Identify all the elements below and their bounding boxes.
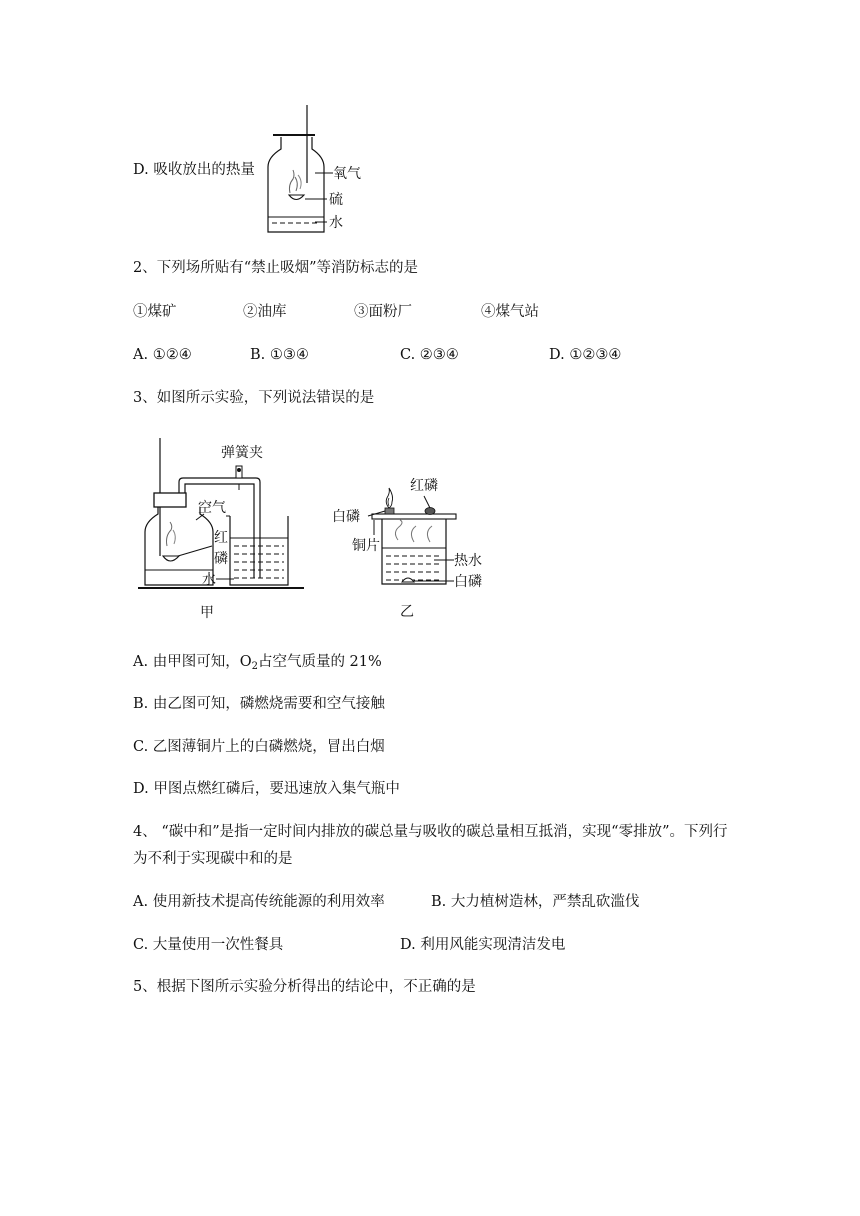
q4-option-c: C. 大量使用一次性餐具: [133, 937, 284, 953]
q2-option-d: D. ①②③④: [549, 347, 622, 363]
q3-figure-jia: [138, 438, 316, 624]
q4-stem-line2: 为不利于实现碳中和的是: [133, 851, 293, 867]
q3-yi-label-white-p-top: 白磷: [332, 509, 360, 525]
q3-yi-caption: 乙: [400, 604, 414, 620]
q3-yi-label-hot-water: 热水: [454, 553, 482, 569]
q3-yi-label-copper: 铜片: [352, 538, 380, 554]
q1-label-water: 水: [329, 215, 343, 231]
q5-stem: 5、根据下图所示实验分析得出的结论中，不正确的是: [133, 979, 476, 995]
q3-option-a-post: 占空气质量的 21%: [257, 654, 382, 670]
q4-option-a: A. 使用新技术提高传统能源的利用效率: [133, 894, 385, 910]
q3-option-a: [133, 652, 382, 672]
q3-jia-label-red: 红: [214, 530, 228, 546]
q1-option-d: D. 吸收放出的热量: [133, 162, 255, 178]
q2-place-4: ④煤气站: [481, 304, 539, 320]
q2-option-c: C. ②③④: [400, 347, 459, 363]
q1-label-oxygen: 氧气: [333, 166, 361, 182]
q3-stem: 3、如图所示实验，下列说法错误的是: [133, 390, 375, 406]
q2-place-2: ②油库: [243, 304, 287, 320]
q3-option-c: C. 乙图薄铜片上的白磷燃烧，冒出白烟: [133, 739, 385, 755]
q3-option-b: B. 由乙图可知，磷燃烧需要和空气接触: [133, 696, 385, 712]
q3-yi-label-red-p: 红磷: [410, 478, 438, 494]
q3-option-d: D. 甲图点燃红磷后，要迅速放入集气瓶中: [133, 781, 400, 797]
q1-figure-sulfur-combustion: [255, 105, 385, 240]
q3-jia-label-clip: 弹簧夹: [221, 445, 263, 461]
q3-jia-caption: 甲: [200, 605, 214, 621]
q2-option-b: B. ①③④: [250, 347, 309, 363]
q2-place-1: ①煤矿: [133, 304, 177, 320]
q2-stem: 2、下列场所贴有“禁止吸烟”等消防标志的是: [133, 260, 419, 276]
q3-jia-label-water: 水: [202, 572, 216, 588]
q2-option-a: A. ①②④: [133, 347, 192, 363]
q3-option-a-sub: 2: [251, 661, 258, 672]
q3-jia-label-phos: 磷: [214, 551, 228, 567]
q1-label-sulfur: 硫: [329, 192, 343, 208]
q4-stem-line1: 4、 “碳中和”是指一定时间内排放的碳总量与吸收的碳总量相互抵消，实现“零排放”。下列行: [133, 824, 728, 840]
q3-option-a-pre: A. 由甲图可知，O: [133, 654, 252, 670]
q3-jia-label-air: 空气: [198, 500, 226, 516]
q3-yi-label-white-p-bottom: 白磷: [454, 574, 482, 590]
q4-option-d: D. 利用风能实现清洁发电: [400, 937, 566, 953]
q3-figure-yi: [330, 470, 500, 622]
q4-option-b: B. 大力植树造林，严禁乱砍滥伐: [431, 894, 640, 910]
q2-place-3: ③面粉厂: [354, 304, 412, 320]
